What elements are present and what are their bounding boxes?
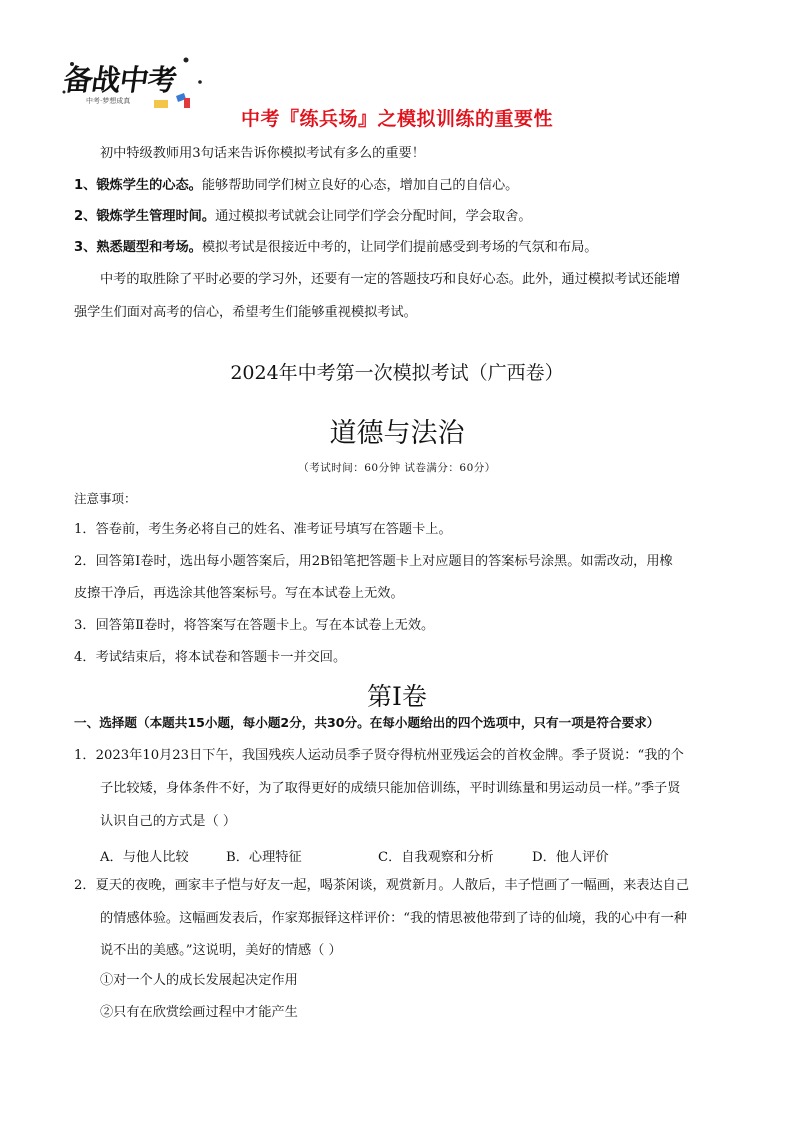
question-1-option-c[interactable]: C．自我观察和分析 bbox=[378, 850, 494, 865]
notice-item-1: 1．答卷前，考生务必将自己的姓名、准考证号填写在答题卡上。 bbox=[74, 522, 452, 537]
closing-line-1: 中考的取胜除了平时必要的学习外，还要有一定的答题技巧和良好心态。此外，通过模拟考试还能增 bbox=[100, 272, 681, 287]
logo-tagline: 中考·梦想成真 bbox=[86, 97, 131, 105]
notice-title: 注意事项： bbox=[74, 491, 137, 506]
point-2: 2、锻炼学生管理时间。通过模拟考试就会让同学们学会分配时间，学会取舍。 bbox=[74, 209, 532, 224]
question-1-option-b[interactable]: B．心理特征 bbox=[226, 850, 302, 865]
section-heading: 一、选择题（本题共15小题，每小题2分，共30分。在每小题给出的四个选项中，只有一项是符合要求） bbox=[74, 715, 660, 730]
notice-item-3: 3．回答第Ⅱ卷时，将答案写在答题卡上。写在本试卷上无效。 bbox=[74, 618, 435, 633]
exam-meta: （考试时间：60分钟 试卷满分：60分） bbox=[298, 462, 496, 474]
question-1-option-d[interactable]: D．他人评价 bbox=[532, 850, 609, 865]
closing-line-2: 强学生们面对高考的信心，希望考生们能够重视模拟考试。 bbox=[74, 305, 417, 320]
question-2-line-2: 的情感体验。这幅画发表后，作家郑振铎这样评价：“我的情思被他带到了诗的仙境，我的心中有一种 bbox=[100, 911, 687, 926]
question-2-line-1: 2．夏天的夜晚，画家丰子恺与好友一起，喝茶闲谈，观赏新月。人散后，丰子恺画了一幅画，来表达自己 bbox=[74, 878, 690, 893]
question-1-option-a[interactable]: A．与他人比较 bbox=[100, 850, 189, 865]
banner-title: 中考『练兵场』之模拟训练的重要性 bbox=[240, 108, 553, 130]
notice-item-2: 2．回答第Ⅰ卷时，选出每小题答案后，用2B铅笔把答题卡上对应题目的答案标号涂黑。如需改动，用橡 bbox=[74, 554, 673, 569]
point-1: 1、锻炼学生的心态。能够帮助同学们树立良好的心态，增加自己的自信心。 bbox=[74, 178, 519, 193]
subject-title: 道德与法治 bbox=[329, 418, 465, 449]
question-1-line-1: 1．2023年10月23日下午，我国残疾人运动员季子贤夺得杭州亚残运会的首枚金牌。季子贤说：“我的个 bbox=[74, 748, 684, 763]
notice-item-4: 4．考试结束后，将本试卷和答题卡一并交回。 bbox=[74, 650, 347, 665]
question-1-line-2: 子比较矮，身体条件不好，为了取得更好的成绩只能加倍训练，平时训练量和男运动员一样。”季子贤 bbox=[100, 781, 681, 796]
question-2-statement-2: ②只有在欣赏绘画过程中才能产生 bbox=[100, 1005, 298, 1020]
volume-heading: 第Ⅰ卷 bbox=[367, 682, 427, 711]
intro-text: 初中特级教师用3句话来告诉你模拟考试有多么的重要！ bbox=[100, 146, 425, 161]
question-1-line-3: 认识自己的方式是（ ） bbox=[100, 814, 237, 829]
question-2-statement-1: ①对一个人的成长发展起决定作用 bbox=[100, 973, 298, 988]
question-2-line-3: 说不出的美感。”这说明，美好的情感（ ） bbox=[100, 943, 342, 958]
logo-text: 备战中考 bbox=[61, 63, 179, 97]
notice-item-2-cont: 皮擦干净后，再选涂其他答案标号。写在本试卷上无效。 bbox=[74, 586, 404, 601]
exam-title: 2024年中考第一次模拟考试（广西卷） bbox=[230, 362, 564, 384]
point-3: 3、熟悉题型和考场。模拟考试是很接近中考的，让同学们提前感受到考场的气氛和布局。 bbox=[74, 240, 598, 255]
